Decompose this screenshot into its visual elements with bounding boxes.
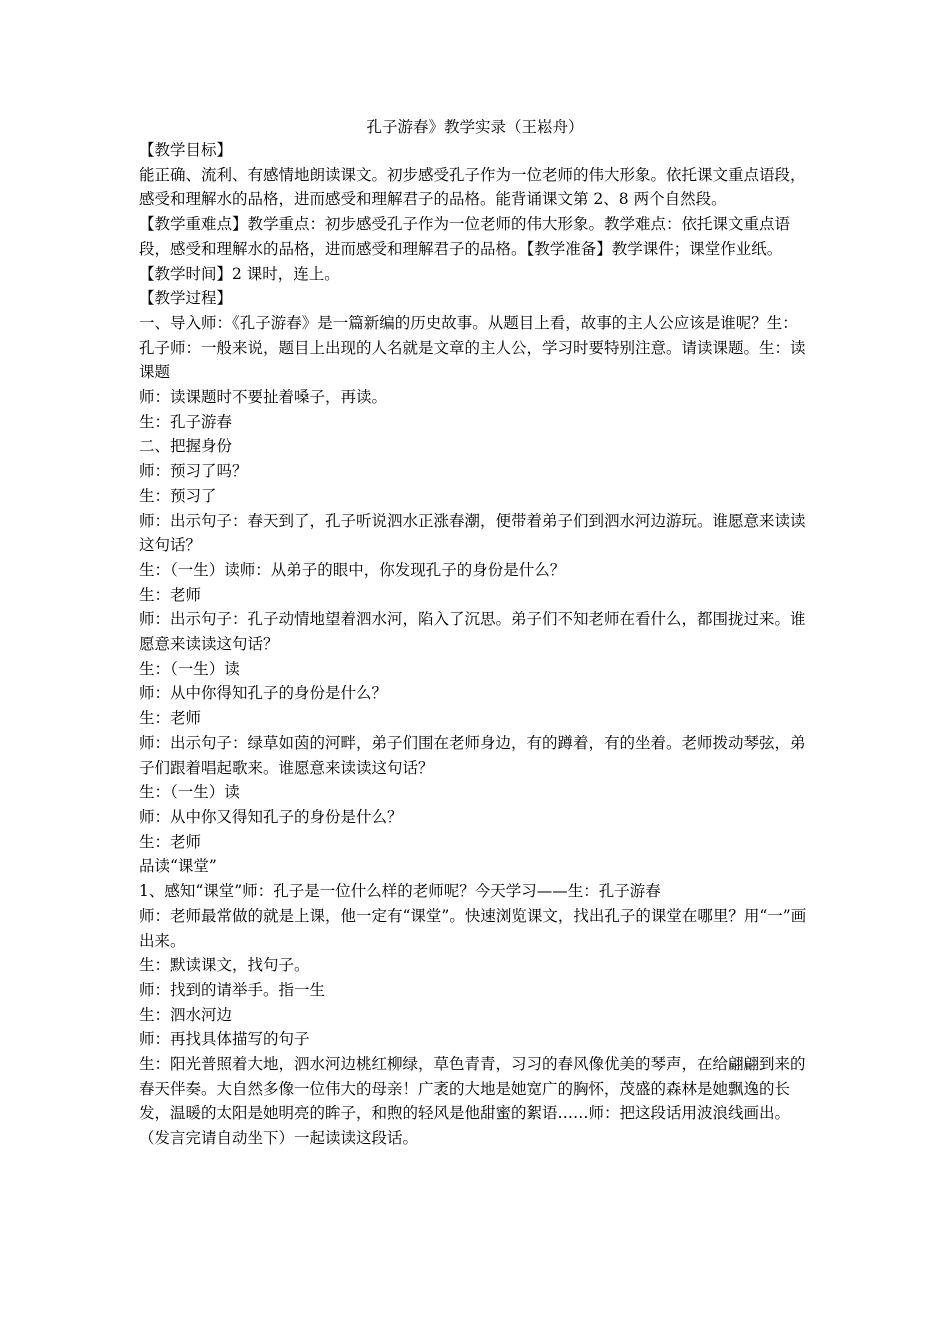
dialogue-line: 生：（一生）读 — [139, 783, 240, 802]
paragraph-goals: 能正确、流利、有感情地朗读课文。初步感受孔子作为一位老师的伟大形象。依托课文重点语段，感受和理解水的品格，进而感受和理解君子的品格。能背诵课文第 2、8 两个自然段。 — [139, 165, 806, 209]
dialogue-line: 师：老师最常做的就是上课，他一定有“课堂”。快速浏览课文，找出孔子的课堂在哪里？用“一”画出来。 — [139, 906, 807, 950]
section-heading-identity: 二、把握身份 — [139, 437, 233, 456]
dialogue-line: 生：孔子游春 — [139, 412, 233, 431]
dialogue-line: 生：老师 — [139, 832, 202, 851]
dialogue-line: 师：读课题时不要扯着嗓子，再读。 — [139, 388, 388, 407]
section-heading-classroom: 品读“课堂” — [139, 857, 217, 876]
dialogue-line: 师：再找具体描写的句子 — [139, 1030, 310, 1049]
section-heading-process: 【教学过程】 — [139, 289, 233, 308]
paragraph-key-points: 【教学重难点】教学重点：初步感受孔子作为一位老师的伟大形象。教学难点：依托课文重点语段，感受和理解水的品格，进而感受和理解君子的品格。【教学准备】教学课件；课堂作业纸。 — [139, 215, 791, 258]
document-body — [139, 138, 811, 1151]
section-heading-goals: 【教学目标】 — [139, 141, 233, 159]
dialogue-line: 生：（一生）读师：从弟子的眼中，你发现孔子的身份是什么？ — [139, 560, 566, 579]
dialogue-line: 生：老师 — [139, 585, 202, 604]
dialogue-line: 生：阳光普照着大地，泗水河边桃红柳绿，草色青青，习习的春风像优美的琴声，在给翩翩到来的春天伴奏。大自然多像一位伟大的母亲！广袤的大地是她宽广的胸怀，茂盛的森林是她飘逸的长发，温暖的太阳是她明亮的眸子，和煦的轻风是他甜蜜的絮语……师：把这段话用波浪线画出。（发言完请自动坐下）一起读读这段话。 — [139, 1055, 806, 1148]
dialogue-line: 生：（一生）读 — [139, 659, 240, 678]
dialogue-line: 师：出示句子：孔子动情地望着泗水河，陷入了沉思。弟子们不知老师在看什么，都围拢过来。谁愿意来读读这句话？ — [139, 610, 806, 654]
paragraph-intro: 一、导入师：《孔子游春》是一篇新编的历史故事。从题目上看，故事的主人公应该是谁呢？生：孔子师：一般来说，题目上出现的人名就是文章的主人公，学习时要特别注意。请读课题。生：读课题 — [139, 313, 806, 382]
dialogue-line: 1、感知“课堂”师：孔子是一位什么样的老师呢？今天学习——生：孔子游春 — [139, 882, 661, 901]
paragraph-time: 【教学时间】2 课时，连上。 — [139, 264, 340, 283]
dialogue-line: 生：默读课文，找句子。 — [139, 956, 310, 975]
dialogue-line: 师：出示句子：春天到了，孔子听说泗水正涨春潮，便带着弟子们到泗水河边游玩。谁愿意来读读这句话？ — [139, 511, 806, 555]
document-title: 孔子游春》教学实录（王崧舟） — [366, 118, 584, 136]
dialogue-line: 师：出示句子：绿草如茵的河畔，弟子们围在老师身边，有的蹲着，有的坐着。老师拨动琴弦，弟子们跟着唱起歌来。谁愿意来读读这句话？ — [139, 733, 806, 777]
dialogue-line: 生：预习了 — [139, 486, 217, 505]
dialogue-line: 师：找到的请举手。指一生 — [139, 980, 326, 999]
dialogue-line: 生：泗水河边 — [139, 1005, 233, 1024]
dialogue-line: 生：老师 — [139, 709, 202, 728]
dialogue-line: 师：预习了吗？ — [139, 462, 248, 481]
dialogue-line: 师：从中你又得知孔子的身份是什么？ — [139, 807, 403, 826]
dialogue-line: 师：从中你得知孔子的身份是什么？ — [139, 684, 388, 703]
